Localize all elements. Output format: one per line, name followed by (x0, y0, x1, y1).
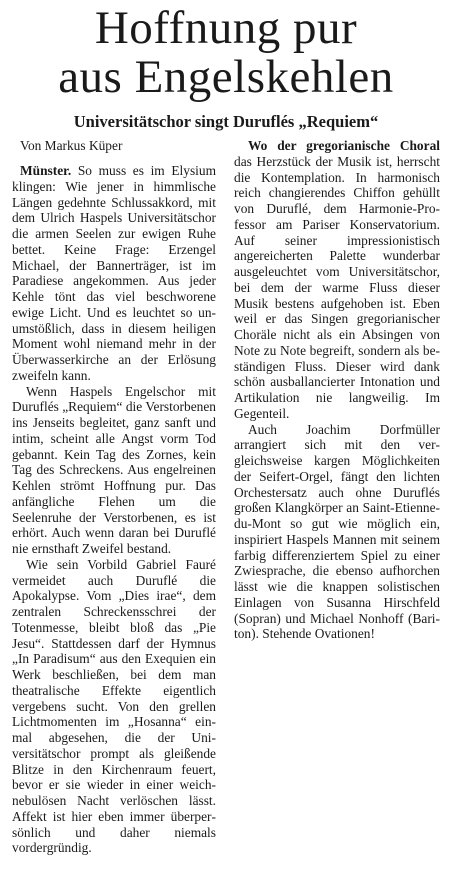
paragraph-4-text: das Herzstück der Musik ist, herrscht die Kontemplation. In harmonisch reich changierendes Chiffon gehüllt von Duruflé, dem Harmonie-Professor am Pariser Konservatorium. Auf seiner impressionistisch angereicherten Palette wunderbar ausgeleuchtet vom Universitätschor, bei dem der warme Fluss dieser Musik bestens aufgehoben ist. Eben weil er das Singen gregorianischer Choräle nicht als ein Absingen von Note zu Note begreift, sondern als beständigen Fluss. Dieser wird dank schön ausballancierter Intonation und Artikulation nie langweilig. Im Gegenteil. (234, 153, 440, 421)
headline (12, 4, 440, 102)
article-columns (12, 138, 440, 856)
dateline: Münster. (20, 163, 72, 178)
column-right (234, 138, 440, 856)
headline-line-1: Hoffnung pur (94, 2, 358, 54)
byline: Von Markus Küper (20, 138, 123, 153)
headline-line-2: aus Engelskehlen (58, 51, 394, 103)
subheadline: Universitätschor singt Duruflés „Requiem“ (73, 112, 379, 131)
paragraph-5: Auch Joachim Dorfmüller arrangiert sich mit den vergleichsweise kargen Möglichkeiten der Seifert-Orgel, fängt den lichten Orchestersatz auch ohne Duruflés großen Klangkörper an Saint-Etienne-du-Mont so gut wie möglich ein, inspiriert Haspels Mannen mit seinem farbig differenziertem Spiel zu einer Zwiesprache, die ebenso aufhorchen lässt wie die knappen solistischen Einlagen von Susanna Hirschfeld (Sopran) und Michael Nonhoff (Bariton). Stehende Ovationen! (234, 421, 440, 642)
paragraph-1-text: So muss es im Elysium klingen: Wie jener in himmlische Längen gedehnte Schlussakkord, mit dem Ulrich Haspels Universitätschor die armen Seelen zur ewigen Ruhe bettet. Keine Frage: Erzengel Michael, der Bannerträger, ist im Paradiese angekommen. Aus jeder Kehle tönt das viel beschworene ewige Licht. Und es leuchtet so unumstößlich, dass in diesem heiligen Moment wohl niemand mehr in der Überwasserkirche an der Erlösung zweifeln kann. (12, 163, 216, 383)
column-left (12, 138, 216, 856)
paragraph-2: Wenn Haspels Engelschor mit Duruflés „Requiem“ die Verstorbenen ins Jenseits begleitet, ganz sanft und intim, scheint alle Angst vorm Tod gebannt. Kein Tag des Zornes, kein Tag des Schreckens. Aus engelreinen Kehlen strömt Hoffnung pur. Das anfängliche Flehen um die Seelenruhe der Verstorbenen, es ist erhört. Auch wenn daran bei Duruflé nie ernsthaft Zweifel bestand. (12, 383, 216, 556)
paragraph-4 (234, 138, 440, 422)
paragraph-3: Wie sein Vorbild Gabriel Fauré vermeidet auch Duruflé die Apokalypse. Vom „Dies irae“, dem zentralen Schreckensschrei der Totenmesse, bleibt bloß das „Pie Jesu“. Stattdessen darf der Hymnus „In Paradisum“ aus den Exequien ein Werk beschließen, bei dem man theatralische Effekte eigentlich vergebens sucht. Von den grellen Lichtmomenten im „Hosanna“ einmal abgesehen, die der Universitätschor prompt als gleißende Blitze in den Kirchenraum feuert, bevor er sie wieder in einer weich-nebulösen Nacht verlöschen lässt. Affekt ist hier eben immer überpersönlich und daher niemals vordergründig. (12, 556, 216, 856)
paragraph-4-lead: Wo der gregorianische Choral (248, 138, 440, 153)
paragraph-1 (12, 163, 216, 384)
